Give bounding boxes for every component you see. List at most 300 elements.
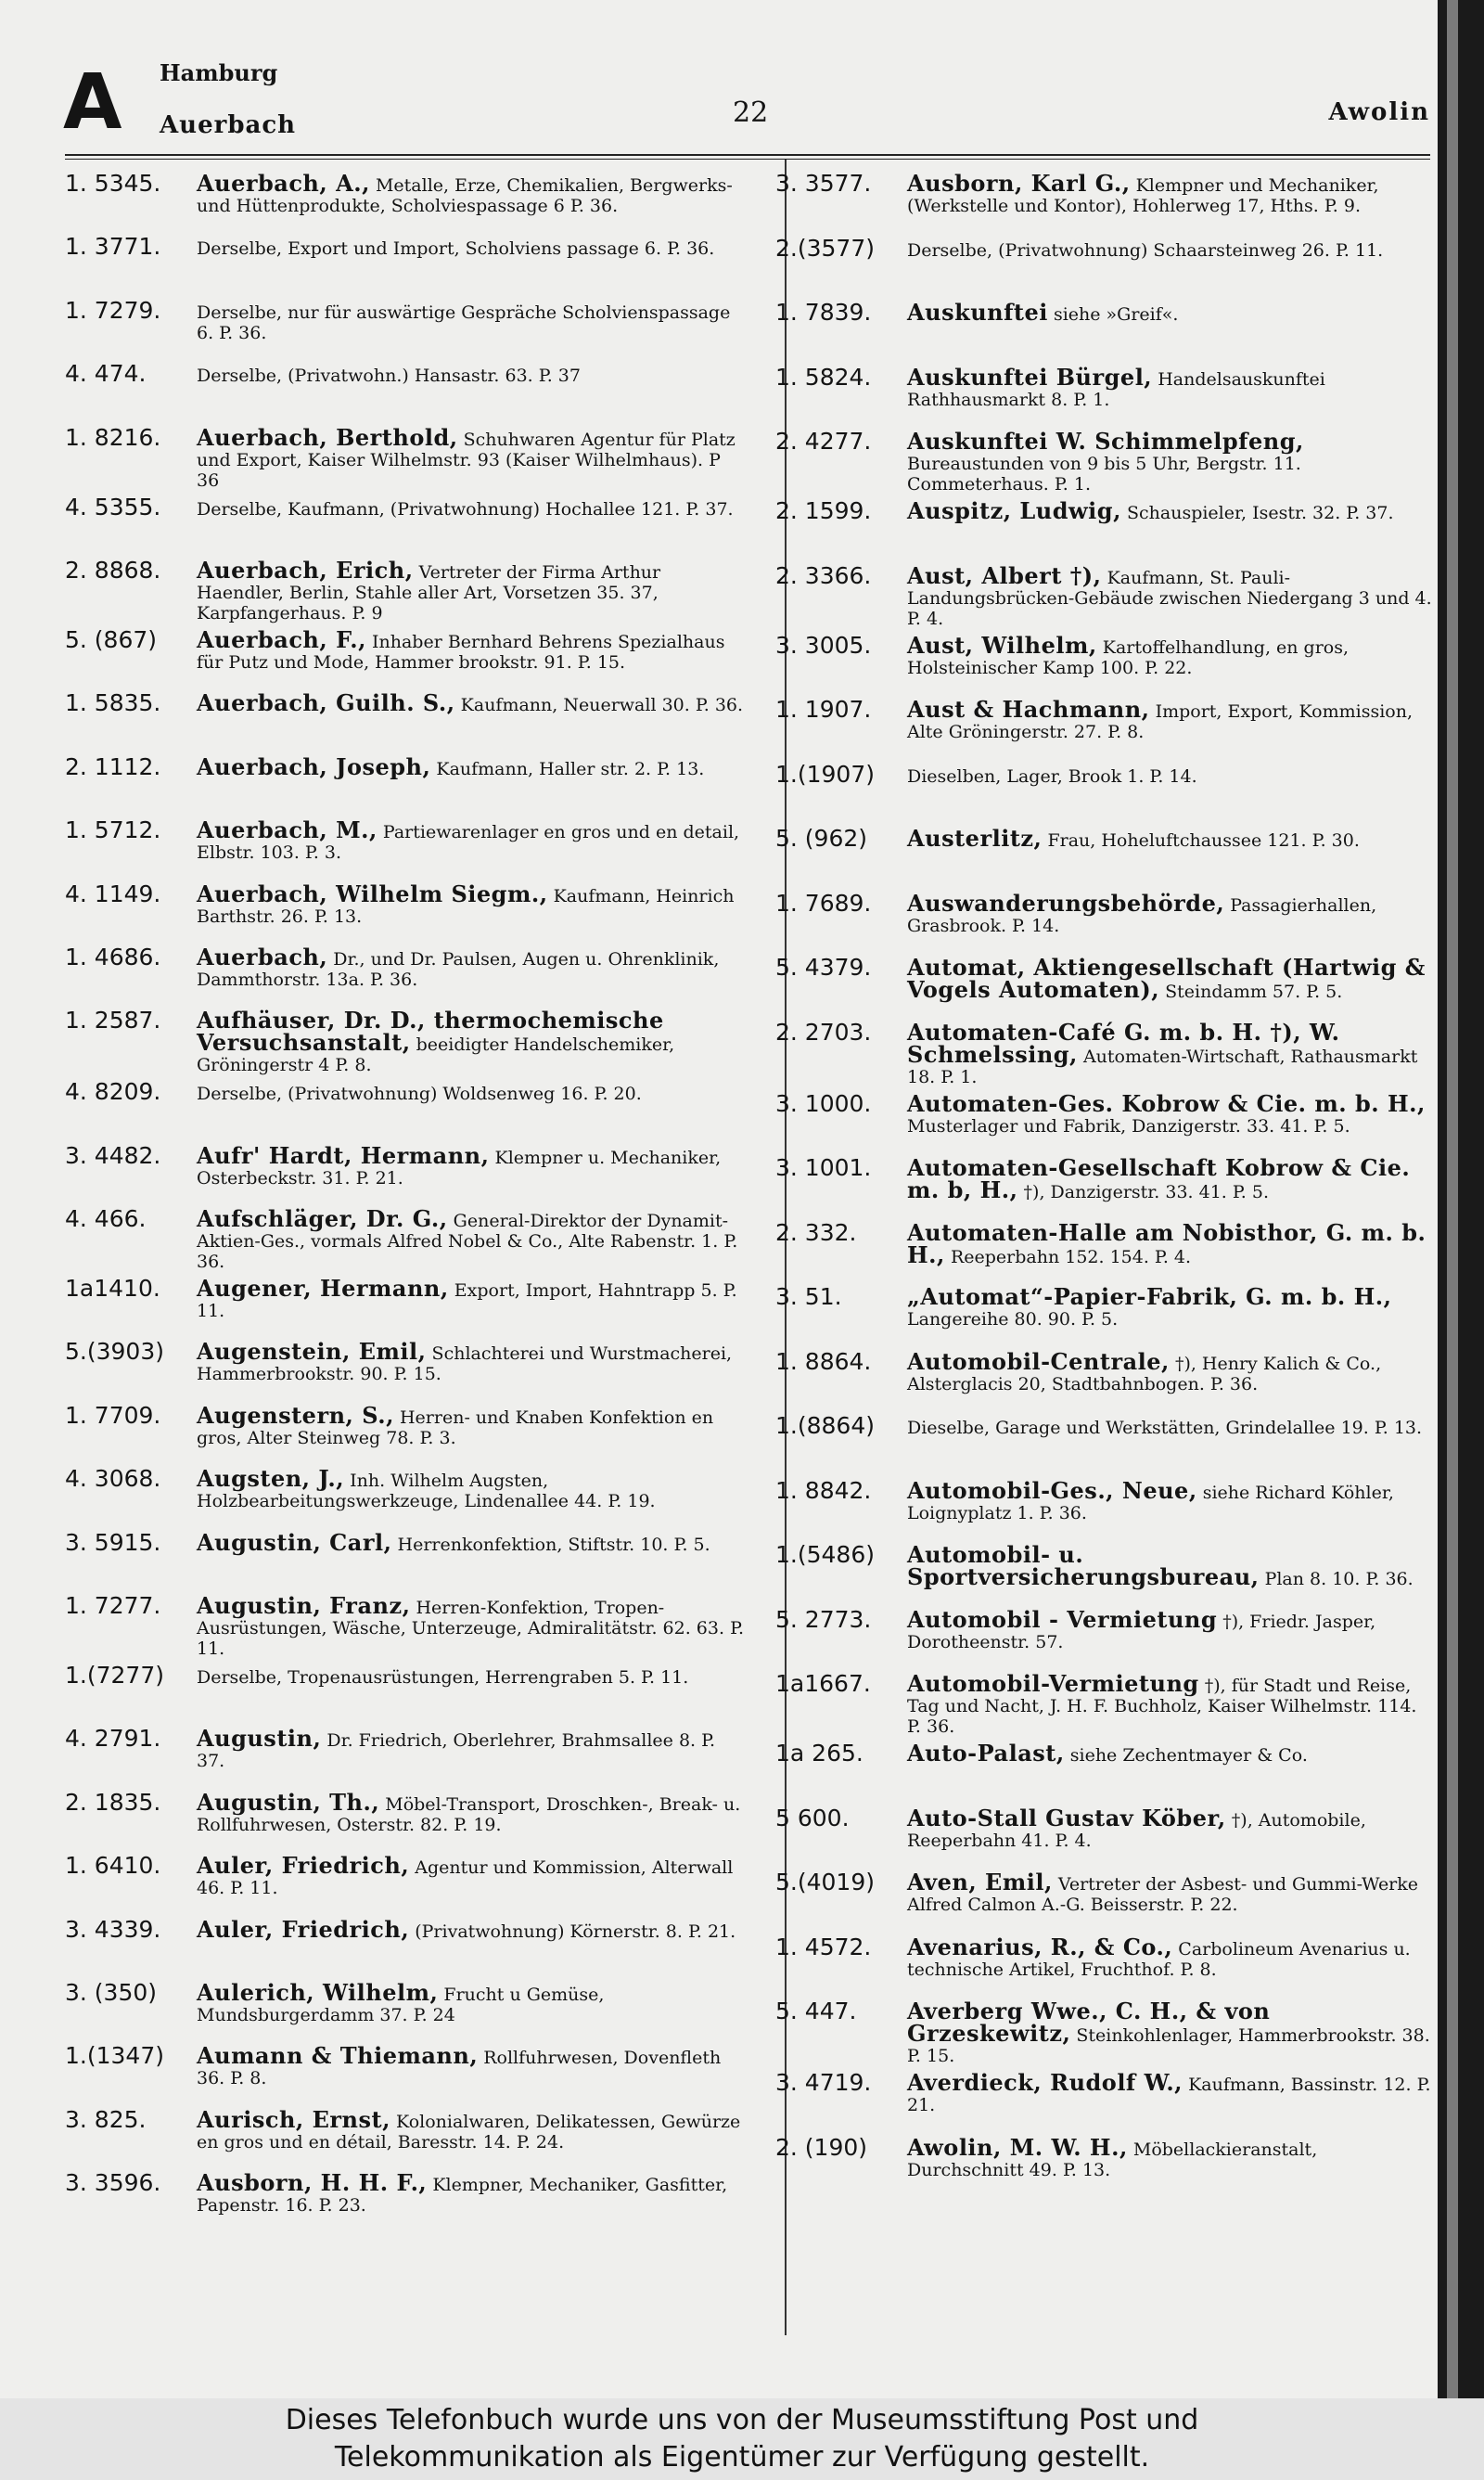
directory-entry	[65, 623, 747, 687]
entry-description: Vertreter der Firma Arthur Haendler, Berlin, Stahle aller Art, Vorsetzen 35. 37, Karpfangerhaus. P. 9	[197, 561, 661, 623]
entry-description: Partiewarenlager en gros und en detail, Elbstr. 103. P. 3.	[197, 822, 740, 864]
phone-number: 5. 2773.	[775, 1605, 872, 1633]
entry-text	[197, 1915, 747, 1943]
directory-entry	[65, 1589, 747, 1659]
entry-text	[907, 561, 1434, 629]
entry-text	[197, 1665, 747, 1688]
phone-number: 3. 4719.	[775, 2069, 872, 2096]
directory-entry	[775, 1151, 1434, 1216]
phone-number: 3. 3596.	[65, 2169, 161, 2197]
entry-description: Agentur und Kommission, Alterwall 46. P. 11.	[197, 1857, 734, 1899]
directory-entry	[775, 1016, 1434, 1087]
entry-text	[197, 2042, 747, 2089]
entry-text	[197, 943, 747, 990]
phone-number: 2. 332.	[775, 1218, 857, 1246]
phone-number: 2. 2703.	[775, 1018, 872, 1046]
entry-description: Schuhwaren Agentur für Platz und Export, Kaiser Wilhelmstr. 93 (Kaiser Wilhelmhaus). P 36	[197, 429, 736, 491]
directory-entry	[65, 1335, 747, 1398]
directory-entry	[65, 554, 747, 623]
entry-description: siehe Richard Köhler, Loignyplatz 1. P. 36.	[907, 1482, 1394, 1523]
entry-name: Augustin, Th.,	[197, 1788, 380, 1816]
entry-name: Automaten-Gesellschaft Kobrow & Cie. m. b, H.,	[907, 1154, 1411, 1203]
entry-name: Automobil- u. Sportversicherungsbureau,	[907, 1541, 1260, 1590]
entry-text	[197, 1465, 747, 1512]
entry-description: Kaufmann, Heinrich Barthstr. 26. P. 13.	[197, 885, 735, 927]
phone-number: 2. 3366.	[775, 561, 872, 589]
entry-description: Kaufmann, Neuerwall 30. P. 36.	[460, 695, 744, 716]
entry-description: Klempner u. Mechaniker, Osterbeckstr. 31. P. 21.	[197, 1147, 722, 1189]
footer-line-2: Telekommunikation als Eigentümer zur Verfügung gestellt.	[334, 2441, 1150, 2474]
entry-name: Augustin, Carl,	[197, 1528, 392, 1556]
entry-text	[197, 1141, 747, 1189]
entry-name: Aufschläger, Dr. G.,	[197, 1205, 448, 1233]
entry-name: Averberg Wwe., C. H., & von Grzeskewitz,	[907, 1998, 1271, 2047]
entry-description: Musterlager und Fabrik, Danzigerstr. 33. 41. P. 5.	[907, 1115, 1350, 1137]
phone-number: 4. 3068.	[65, 1465, 161, 1493]
entry-name: Ausborn, H. H. F.,	[197, 2169, 428, 2197]
directory-entry	[775, 1737, 1434, 1802]
entry-text	[197, 497, 747, 520]
entry-name: Automobil - Vermietung	[907, 1605, 1218, 1633]
entry-description: Langereihe 80. 90. P. 5.	[907, 1309, 1119, 1330]
entry-description: Herrenkonfektion, Stiftstr. 10. P. 5.	[397, 1534, 710, 1555]
entry-name: Augener, Hermann,	[197, 1275, 449, 1303]
phone-number: 4. 1149.	[65, 880, 161, 907]
entry-description: Carbolineum Avenarius u. technische Artikel, Fruchthof. P. 8.	[907, 1938, 1411, 1980]
entry-name: Austerlitz,	[907, 825, 1043, 852]
entry-text	[907, 428, 1434, 495]
entry-name: Auerbach, A.,	[197, 170, 370, 197]
entry-description: †), Automobile, Reeperbahn 41. P. 4.	[907, 1809, 1366, 1851]
phone-number: 1. 5712.	[65, 816, 161, 844]
entry-name: Auto-Palast,	[907, 1740, 1065, 1767]
entry-text	[907, 238, 1434, 261]
directory-entry	[65, 687, 747, 750]
directory-entry	[775, 1603, 1434, 1668]
right-column	[775, 167, 1434, 2195]
directory-entry	[65, 2039, 747, 2102]
directory-entry	[775, 1667, 1434, 1737]
entry-name: Aumann & Thiemann,	[197, 2042, 479, 2070]
phone-number: 5 600.	[775, 1804, 850, 1831]
entry-text	[907, 889, 1434, 936]
directory-entry	[65, 1139, 747, 1202]
entry-name: Auerbach, Wilhelm Siegm.,	[197, 880, 548, 907]
entry-description: Herren- und Knaben Konfektion en gros, Alter Steinweg 78. P. 3.	[197, 1407, 714, 1448]
entry-text	[907, 765, 1434, 787]
phone-number: 1a1410.	[65, 1275, 160, 1303]
directory-entry	[65, 878, 747, 941]
entry-text	[907, 1089, 1434, 1137]
entry-text	[197, 1788, 747, 1835]
directory-entry	[775, 887, 1434, 952]
left-column	[65, 167, 747, 2230]
phone-number: 2. 4277.	[775, 428, 872, 455]
directory-entry	[65, 491, 747, 554]
phone-number: 1.(8864)	[775, 1412, 875, 1439]
entry-text	[907, 631, 1434, 678]
directory-entry	[775, 758, 1434, 823]
entry-text	[907, 299, 1434, 326]
entry-description: Schauspieler, Isestr. 32. P. 37.	[1126, 503, 1394, 523]
entry-text	[907, 1998, 1434, 2066]
directory-entry	[65, 2103, 747, 2166]
entry-text	[197, 1592, 747, 1660]
entry-name: Aust, Wilhelm,	[907, 631, 1097, 659]
directory-entry	[775, 951, 1434, 1016]
entry-description: Export, Import, Hahntrapp 5. P. 11.	[197, 1280, 737, 1322]
phone-number: 4. 2791.	[65, 1725, 161, 1753]
entry-text	[197, 1007, 747, 1076]
entry-name: Automaten-Café G. m. b. H. †), W. Schmelssing,	[907, 1018, 1340, 1068]
entry-description: Reeperbahn 152. 154. P. 4.	[950, 1246, 1192, 1267]
phone-number: 1.(5486)	[775, 1541, 875, 1568]
directory-entry	[775, 1474, 1434, 1539]
entry-name: Auto-Stall Gustav Köber,	[907, 1804, 1226, 1831]
entry-name: Auskunftei W. Schimmelpfeng,	[907, 428, 1304, 455]
entry-name: Ausborn, Karl G.,	[907, 170, 1131, 197]
entry-text	[197, 689, 747, 717]
entry-text	[197, 1275, 747, 1322]
phone-number: 4. 466.	[65, 1205, 147, 1233]
directory-entry	[775, 1216, 1434, 1281]
directory-entry	[775, 1995, 1434, 2066]
directory-entry	[65, 1272, 747, 1335]
entry-description: Derselbe, nur für auswärtige Gespräche Scholvienspassage 6. P. 36.	[197, 302, 731, 343]
entry-text	[197, 423, 747, 491]
entry-description: Dr., und Dr. Paulsen, Augen u. Ohrenklinik, Dammthorstr. 13a. P. 36.	[197, 948, 720, 990]
directory-entry	[65, 1659, 747, 1722]
phone-number: 3. 3005.	[775, 631, 872, 659]
directory-entry	[65, 357, 747, 420]
header-city: Hamburg	[160, 59, 278, 86]
entry-description: Derselbe, (Privatwohn.) Hansastr. 63. P. 37	[197, 366, 581, 387]
entry-text	[197, 1528, 747, 1556]
directory-entry	[775, 1931, 1434, 1996]
entry-description: Dieselbe, Garage und Werkstätten, Grindelallee 19. P. 13.	[907, 1418, 1423, 1438]
entry-description: Kolonialwaren, Delikatessen, Gewürze en gros und en détail, Baresstr. 14. P. 24.	[197, 2111, 741, 2152]
directory-entry	[775, 1345, 1434, 1410]
phone-number: 1. 5345.	[65, 170, 161, 197]
entry-text	[907, 2069, 1434, 2115]
entry-name: Augustin, Franz,	[197, 1592, 411, 1620]
phone-number: 5. 4379.	[775, 954, 872, 981]
entry-name: Aufr' Hardt, Hermann,	[197, 1141, 490, 1169]
entry-name: Auerbach, Berthold,	[197, 423, 458, 451]
entry-description: Rollfuhrwesen, Dovenfleth 36. P. 8.	[197, 2048, 722, 2089]
entry-text	[907, 363, 1434, 410]
phone-number: 1. 4686.	[65, 943, 161, 970]
entry-name: Auerbach, M.,	[197, 816, 377, 844]
phone-number: 2. 1599.	[775, 497, 872, 524]
directory-entry	[775, 361, 1434, 426]
phone-number: 1.(1907)	[775, 760, 875, 788]
entry-description: Import, Export, Kommission, Alte Gröningerstr. 27. P. 8.	[907, 701, 1414, 742]
entry-description: †), Friedr. Jasper, Dorotheenstr. 57.	[907, 1611, 1376, 1652]
entry-description: Schlachterei und Wurstmacherei, Hammerbrookstr. 90. P. 15.	[197, 1343, 733, 1385]
entry-description: Derselbe, (Privatwohnung) Woldsenweg 16. P. 20.	[197, 1084, 642, 1105]
phone-number: 4. 474.	[65, 360, 147, 388]
entry-description: Derselbe, (Privatwohnung) Schaarsteinweg 26. P. 11.	[907, 239, 1384, 261]
phone-number: 5.(3903)	[65, 1338, 164, 1366]
directory-entry	[65, 1722, 747, 1785]
entry-text	[197, 1338, 747, 1385]
directory-entry	[775, 232, 1434, 297]
entry-text	[197, 170, 747, 216]
entry-text	[197, 880, 747, 927]
directory-entry	[65, 1075, 747, 1138]
entry-text	[197, 1205, 747, 1273]
entry-name: Aven, Emil,	[907, 1869, 1053, 1895]
phone-number: 3. 1000.	[775, 1089, 872, 1117]
entry-name: Augustin,	[197, 1725, 322, 1753]
entry-name: Auerbach, F.,	[197, 625, 366, 653]
phone-number: 5. (962)	[775, 825, 868, 852]
entry-text	[197, 625, 747, 673]
page-number: 22	[733, 96, 769, 129]
entry-description: Plan 8. 10. P. 36.	[1264, 1569, 1414, 1589]
directory-entry	[65, 1976, 747, 2039]
entry-description: General-Direktor der Dynamit-Aktien-Ges., vormals Alfred Nobel & Co., Alte Rabenstr. 1. P. 36.	[197, 1211, 738, 1273]
entry-name: „Automat“-Papier-Fabrik, G. m. b. H.,	[907, 1283, 1392, 1310]
entry-name: Aust & Hachmann,	[907, 696, 1150, 723]
phone-number: 1. 7279.	[65, 296, 161, 324]
directory-entry	[775, 2066, 1434, 2131]
phone-number: 1. 8864.	[775, 1347, 872, 1375]
entry-text	[197, 301, 747, 343]
entry-description: †), Henry Kalich & Co., Alsterglacis 20, Stadtbahnbogen. P. 36.	[907, 1353, 1382, 1394]
entry-text	[907, 1018, 1434, 1087]
directory-entry	[65, 814, 747, 877]
directory-entry	[65, 751, 747, 814]
phone-number: 2. (190)	[775, 2133, 868, 2161]
directory-entry	[65, 167, 747, 230]
phone-number: 1.(1347)	[65, 2042, 164, 2070]
entry-text	[907, 1283, 1434, 1330]
entry-name: Automobil-Centrale,	[907, 1347, 1170, 1375]
entry-description: (Privatwohnung) Körnerstr. 8. P. 21.	[415, 1921, 736, 1942]
entry-name: Avenarius, R., & Co.,	[907, 1933, 1173, 1960]
page-edge	[1438, 0, 1484, 2398]
entry-text	[907, 1154, 1434, 1203]
phone-number: 5. 447.	[775, 1998, 857, 2024]
entry-name: Auerbach, Guilh. S.,	[197, 689, 455, 717]
entry-text	[197, 2105, 747, 2152]
entry-text	[197, 237, 747, 259]
directory-entry	[775, 1280, 1434, 1345]
entry-description: Kartoffelhandlung, en gros, Holsteinischer Kamp 100. P. 22.	[907, 636, 1350, 678]
entry-text	[197, 1082, 747, 1104]
entry-name: Aust, Albert †),	[907, 561, 1102, 589]
entry-name: Auerbach, Erich,	[197, 556, 414, 584]
entry-name: Augsten, J.,	[197, 1465, 345, 1493]
phone-number: 5. (867)	[65, 625, 158, 653]
directory-entry	[65, 1526, 747, 1589]
entry-description: Inhaber Bernhard Behrens Spezialhaus für Putz und Mode, Hammer brookstr. 91. P. 15.	[197, 631, 725, 673]
entry-name: Automaten-Halle am Nobisthor, G. m. b. H.,	[907, 1218, 1426, 1268]
header-last-entry: Awolin	[1328, 98, 1430, 126]
section-letter: A	[63, 58, 121, 147]
directory-entry	[775, 559, 1434, 629]
entry-description: Frau, Hoheluftchaussee 121. P. 30.	[1047, 830, 1360, 851]
phone-number: 1a 265.	[775, 1740, 864, 1767]
entry-name: Awolin, M. W. H.,	[907, 2133, 1128, 2161]
directory-entry	[65, 1849, 747, 1912]
directory-entry	[65, 1913, 747, 1976]
phone-number: 1. 7277.	[65, 1592, 161, 1620]
phone-number: 3. 5915.	[65, 1528, 161, 1556]
phone-number: 2. 8868.	[65, 556, 161, 584]
entry-description: Passagierhallen, Grasbrook. P. 14.	[907, 894, 1377, 936]
entry-description: Metalle, Erze, Chemikalien, Bergwerks- und Hüttenprodukte, Scholviespassage 6 P. 36.	[197, 175, 733, 216]
entry-description: Klempner und Mechaniker, (Werkstelle und Kontor), Hohlerweg 17, Hths. P. 9.	[907, 175, 1379, 216]
entry-name: Aulerich, Wilhelm,	[197, 1978, 439, 2006]
phone-number: 3. (350)	[65, 1978, 158, 2006]
directory-entry	[65, 1399, 747, 1462]
directory-entry	[65, 2166, 747, 2229]
phone-number: 4. 8209.	[65, 1078, 161, 1106]
entry-description: siehe Zechentmayer & Co.	[1069, 1745, 1308, 1766]
entry-name: Auler, Friedrich,	[197, 1852, 410, 1880]
directory-entry	[775, 822, 1434, 887]
directory-entry	[775, 2131, 1434, 2196]
entry-text	[197, 1725, 747, 1772]
entry-text	[907, 1541, 1434, 1590]
entry-name: Auerbach,	[197, 943, 328, 970]
page-edge-shadow	[1447, 0, 1458, 2398]
entry-text	[907, 1218, 1434, 1268]
entry-description: Möbel-Transport, Droschken-, Break- u. Rollfuhrwesen, Osterstr. 82. P. 19.	[197, 1793, 741, 1835]
entry-text	[907, 1869, 1434, 1915]
directory-entry	[775, 1866, 1434, 1931]
entry-name: Aurisch, Ernst,	[197, 2105, 390, 2133]
phone-number: 2. 1112.	[65, 752, 161, 780]
phone-number: 1a1667.	[775, 1670, 871, 1697]
phone-number: 1. 3771.	[65, 233, 161, 261]
entry-text	[907, 497, 1434, 524]
directory-entry	[65, 1786, 747, 1849]
entry-description: Kaufmann, Haller str. 2. P. 13.	[436, 758, 705, 779]
entry-name: Auskunftei Bürgel,	[907, 363, 1153, 391]
entry-description: Derselbe, Export und Import, Scholviens passage 6. P. 36.	[197, 238, 715, 260]
entry-text	[907, 1476, 1434, 1523]
entry-text	[907, 1605, 1434, 1652]
entry-text	[197, 364, 747, 386]
entry-text	[907, 954, 1434, 1003]
entry-name: Aufhäuser, Dr. D., thermochemische Versuchsanstalt,	[197, 1007, 664, 1057]
footer-credit	[0, 2398, 1484, 2480]
entry-description: Möbellackieranstalt, Durchschnitt 49. P. 13.	[907, 2139, 1318, 2180]
entry-name: Auspitz, Ludwig,	[907, 497, 1121, 524]
phone-number: 1. 5824.	[775, 363, 872, 391]
directory-entry	[775, 495, 1434, 559]
phone-number: 1. 8842.	[775, 1476, 872, 1504]
phone-number: 1. 7689.	[775, 889, 872, 917]
phone-number: 3. 4482.	[65, 1141, 161, 1169]
directory-entry	[65, 1202, 747, 1272]
directory-entry	[775, 1087, 1434, 1152]
entry-text	[907, 2133, 1434, 2180]
entry-name: Auswanderungsbehörde,	[907, 889, 1225, 917]
entry-name: Automobil-Ges., Neue,	[907, 1476, 1197, 1504]
directory-entry	[775, 167, 1434, 232]
entry-text	[197, 1401, 747, 1448]
entry-text	[907, 170, 1434, 216]
entry-description: Herren-Konfektion, Tropen-Ausrüstungen, Wäsche, Unterzeuge, Admiralitätstr. 62. 63. P. 11.	[197, 1598, 745, 1660]
phone-number: 1. 5835.	[65, 689, 161, 717]
entry-text	[907, 1670, 1434, 1737]
entry-description: Inh. Wilhelm Augsten, Holzbearbeitungswerkzeuge, Lindenallee 44. P. 19.	[197, 1471, 656, 1512]
phone-number: 1. 8216.	[65, 423, 161, 451]
directory-entry	[65, 941, 747, 1004]
footer-line-1: Dieses Telefonbuch wurde uns von der Museumsstiftung Post und	[285, 2404, 1199, 2436]
header-rule	[65, 154, 1430, 160]
entry-description: Steinkohlenlager, Hammerbrookstr. 38. P. 15.	[907, 2025, 1430, 2066]
directory-entry	[65, 421, 747, 491]
entry-name: Averdieck, Rudolf W.,	[907, 2069, 1183, 2096]
entry-description: †), Danzigerstr. 33. 41. P. 5.	[1023, 1182, 1270, 1202]
entry-text	[907, 1933, 1434, 1980]
directory-entry	[65, 230, 747, 293]
phone-number: 4. 5355.	[65, 493, 161, 520]
phone-number: 5.(4019)	[775, 1869, 875, 1895]
phone-number: 2. 1835.	[65, 1788, 161, 1816]
directory-entry	[775, 1409, 1434, 1474]
entry-text	[197, 1978, 747, 2025]
entry-text	[907, 825, 1434, 852]
entry-name: Auler, Friedrich,	[197, 1915, 410, 1943]
entry-name: Augenstein, Emil,	[197, 1338, 427, 1366]
directory-entry	[65, 294, 747, 357]
entry-text	[197, 2169, 747, 2217]
directory-entry	[65, 1462, 747, 1525]
entry-description: Kaufmann, St. Pauli-Landungsbrücken-Gebäude zwischen Niedergang 3 und 4. P. 4.	[907, 567, 1432, 629]
entry-description: Dieselben, Lager, Brook 1. P. 14.	[907, 765, 1197, 787]
header-first-entry: Auerbach	[160, 111, 297, 139]
entry-text	[197, 752, 747, 780]
entry-text	[197, 556, 747, 623]
directory-entry	[775, 296, 1434, 361]
directory-entry	[775, 1538, 1434, 1603]
phone-number: 3. 1001.	[775, 1154, 872, 1181]
entry-description: beeidigter Handelschemiker, Gröningerstr 4 P. 8.	[197, 1034, 675, 1076]
phone-number: 1.(7277)	[65, 1662, 164, 1690]
entry-name: Auskunftei	[907, 299, 1048, 326]
entry-description: Derselbe, Kaufmann, (Privatwohnung) Hochallee 121. P. 37.	[197, 498, 734, 520]
phone-number: 2.(3577)	[775, 234, 875, 262]
entry-description: Dr. Friedrich, Oberlehrer, Brahmsallee 8. P. 37.	[197, 1730, 716, 1772]
directory-entry	[775, 425, 1434, 495]
entry-description: Frucht u Gemüse, Mundsburgerdamm 37. P. 24	[197, 1984, 605, 2025]
entry-description: Klempner, Mechaniker, Gasfitter, Papenstr. 16. P. 23.	[197, 2175, 728, 2217]
entry-description: Vertreter der Asbest- und Gummi-Werke Alfred Calmon A.-G. Beisserstr. P. 22.	[907, 1874, 1419, 1915]
entry-description: Automaten-Wirtschaft, Rathausmarkt 18. P. 1.	[907, 1046, 1418, 1087]
entry-name: Automat, Aktiengesellschaft (Hartwig & Vogels Automaten),	[907, 954, 1426, 1003]
phone-number: 1. 4572.	[775, 1933, 872, 1960]
directory-entry	[65, 1004, 747, 1075]
directory-entry	[775, 629, 1434, 694]
entry-description: siehe »Greif«.	[1053, 304, 1179, 325]
entry-description: †), für Stadt und Reise, Tag und Nacht, J. H. F. Buchholz, Kaiser Wilhelmstr. 114. P. 36.	[907, 1676, 1417, 1737]
phone-number: 1. 2587.	[65, 1007, 161, 1034]
entry-description: Handelsauskunftei Rathhausmarkt 8. P. 1.	[907, 368, 1325, 410]
entry-text	[197, 816, 747, 864]
phone-number: 3. 51.	[775, 1283, 842, 1310]
entry-description: Kaufmann, Bassinstr. 12. P. 21.	[907, 2075, 1431, 2115]
phone-number: 1. 7709.	[65, 1401, 161, 1429]
entry-text	[907, 696, 1434, 742]
entry-text	[197, 1852, 747, 1899]
